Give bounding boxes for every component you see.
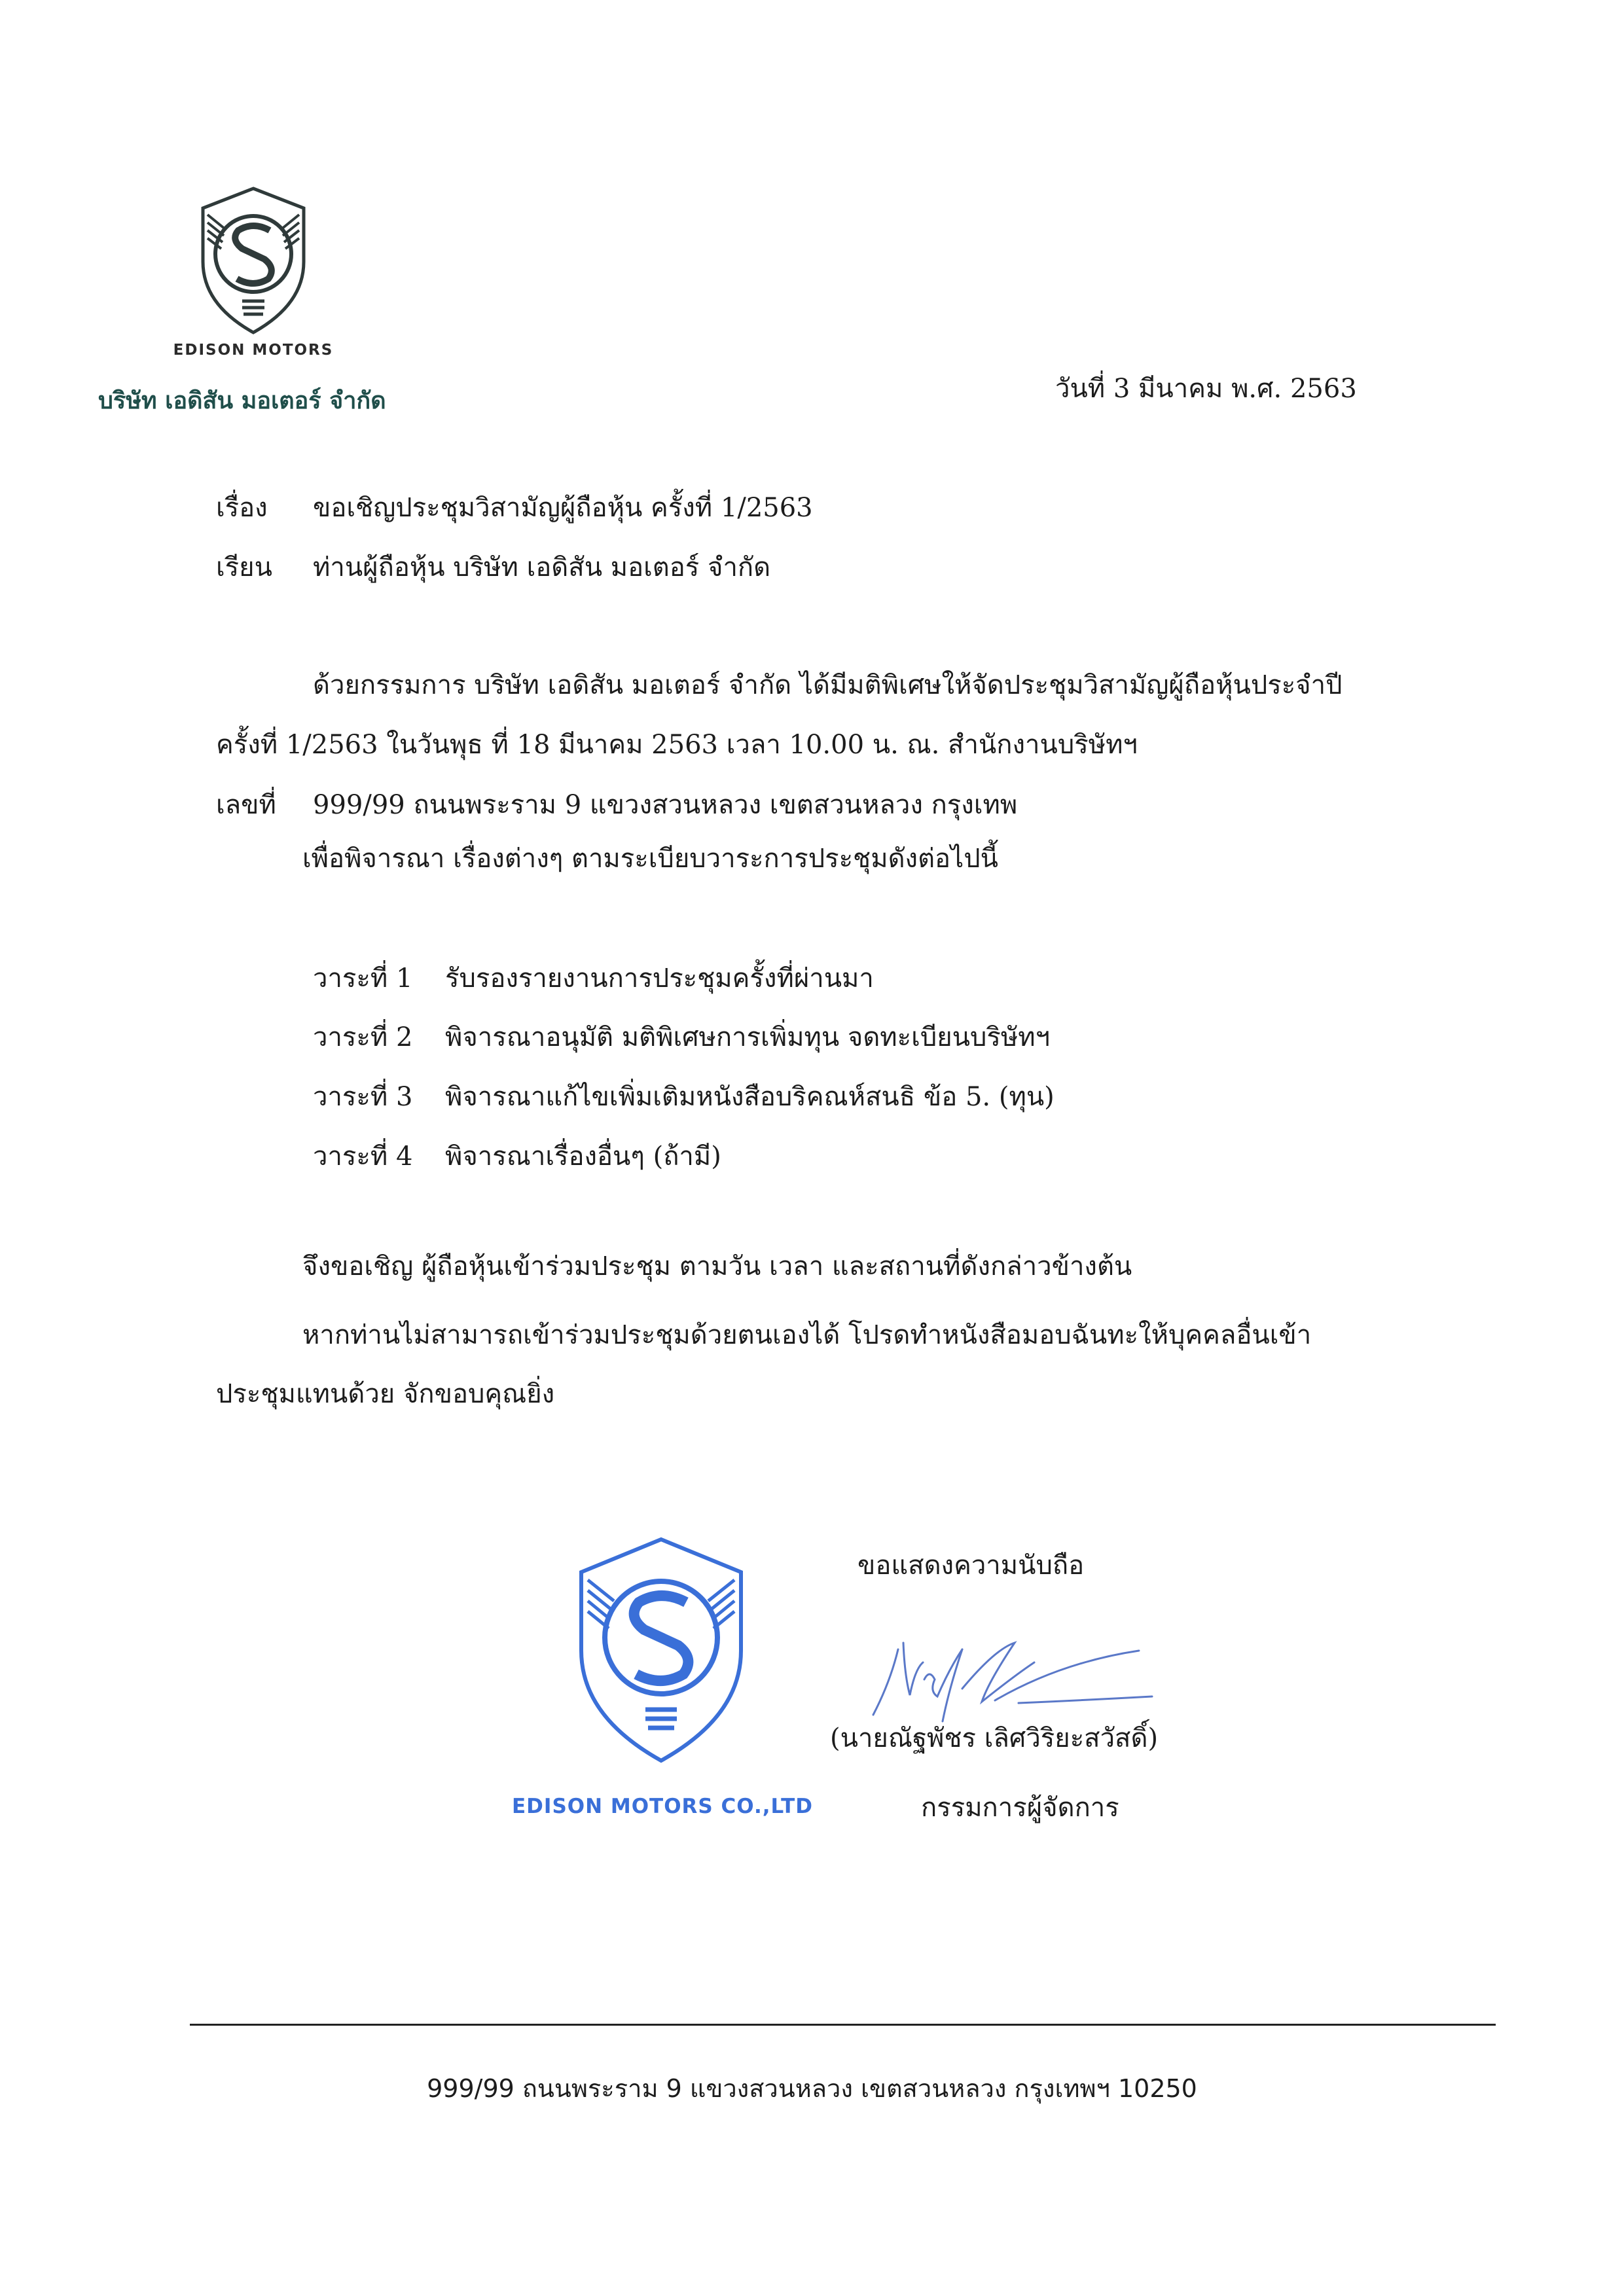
agenda-item-text: พิจารณาอนุมัติ มติพิเศษการเพิ่มทุน จดทะเบียนบริษัทฯ [445,1022,1051,1052]
agenda-item-label: วาระที่ 2 [313,1022,413,1052]
agenda-item-text: พิจารณาแก้ไขเพิ่มเติมหนังสือบริคณห์สนธิ ข้อ 5. (ทุน) [445,1082,1055,1112]
stamp-text: EDISON MOTORS CO.,LTD [512,1795,814,1818]
body-line: เพื่อพิจารณา เรื่องต่างๆ ตามระเบียบวาระการประชุมดังต่อไปนี้ [302,844,998,874]
recipient-text: ท่านผู้ถือหุ้น บริษัท เอดิสัน มอเตอร์ จำกัด [313,552,771,583]
agenda-item-label: วาระที่ 4 [313,1141,413,1172]
signer-title: กรรมการผู้จัดการ [921,1793,1119,1823]
company-stamp-icon [569,1533,753,1768]
closing-line: ประชุมแทนด้วย จักขอบคุณยิ่ง [216,1379,555,1409]
agenda-item-text: รับรองรายงานการประชุมครั้งที่ผ่านมา [445,963,874,994]
recipient-label: เรียน [216,552,272,583]
footer-divider [190,2024,1496,2026]
company-name: บริษัท เอดิสัน มอเตอร์ จำกัด [98,387,386,414]
body-line: ครั้งที่ 1/2563 ในวันพุธ ที่ 18 มีนาคม 2563 เวลา 10.00 น. ณ. สำนักงานบริษัทฯ [216,730,1138,760]
agenda-item-text: พิจารณาเรื่องอื่นๆ (ถ้ามี) [445,1141,721,1172]
body-line: 999/99 ถนนพระราม 9 แขวงสวนหลวง เขตสวนหลวง กรุงเทพ [313,790,1018,820]
logo-brand-text: EDISON MOTORS [173,342,334,359]
agenda-item-label: วาระที่ 1 [313,963,413,994]
letter-date: วันที่ 3 มีนาคม พ.ศ. 2563 [1055,374,1357,404]
subject-label: เรื่อง [216,493,268,523]
footer-address: 999/99 ถนนพระราม 9 แขวงสวนหลวง เขตสวนหลวง กรุงเทพฯ 10250 [427,2074,1197,2103]
closing-line: จึงขอเชิญ ผู้ถือหุ้นเข้าร่วมประชุม ตามวัน เวลา และสถานที่ดังกล่าวข้างต้น [302,1251,1132,1282]
regards-text: ขอแสดงความนับถือ [857,1551,1085,1581]
edison-logo-icon [191,183,316,340]
closing-line: หากท่านไม่สามารถเข้าร่วมประชุมด้วยตนเองได้ โปรดทำหนังสือมอบฉันทะให้บุคคลอื่นเข้า [302,1320,1312,1350]
handwritten-signature-icon [864,1623,1159,1728]
subject-text: ขอเชิญประชุมวิสามัญผู้ถือหุ้น ครั้งที่ 1/2563 [313,493,813,523]
signer-name: (นายณัฐพัชร เลิศวิริยะสวัสดิ์) [830,1723,1159,1753]
agenda-item-label: วาระที่ 3 [313,1082,413,1112]
body-line: ด้วยกรรมการ บริษัท เอดิสัน มอเตอร์ จำกัด ได้มีมติพิเศษให้จัดประชุมวิสามัญผู้ถือหุ้นประจำปี [313,670,1343,700]
body-line-label: เลขที่ [216,790,276,820]
